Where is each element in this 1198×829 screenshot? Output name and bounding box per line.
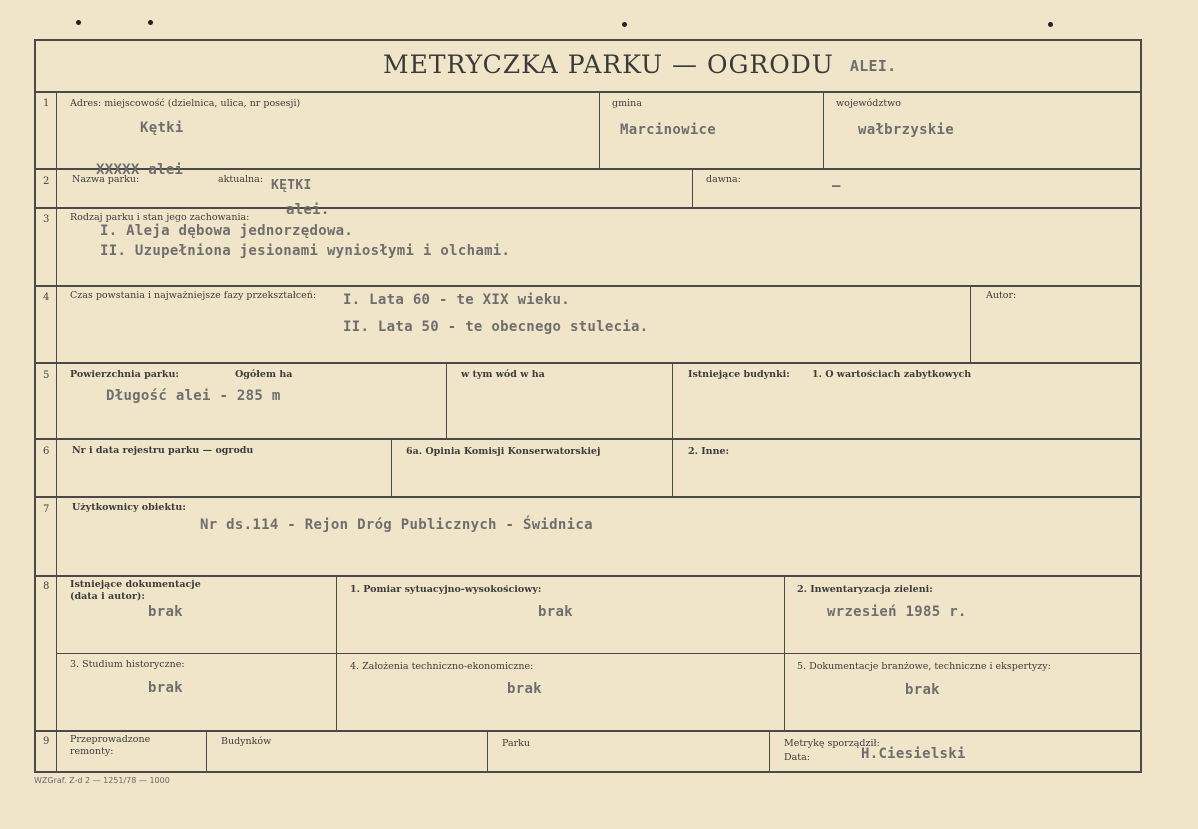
branch-value: brak	[905, 682, 940, 698]
date-label: Data:	[784, 752, 810, 763]
row-line	[56, 653, 1142, 654]
col-line	[446, 363, 447, 438]
voivodeship-value: wałbrzyskie	[858, 122, 955, 138]
row-line	[34, 362, 1142, 364]
docs-value: brak	[148, 604, 183, 620]
other-buildings-label: 2. Inne:	[688, 446, 730, 457]
punch-hole-dot	[1048, 22, 1053, 27]
inventory-label: 2. Inwentaryzacja zieleni:	[797, 584, 933, 595]
register-label: Nr i data rejestru parku — ogrodu	[72, 445, 254, 456]
row-line	[34, 730, 1142, 732]
gmina-label: gmina	[612, 98, 642, 109]
repairs-label-secondary: remonty:	[70, 746, 114, 757]
punch-hole-dot	[148, 20, 153, 25]
frame-right	[1140, 39, 1142, 773]
former-name-value: —	[832, 178, 841, 194]
type-overtype: alei.	[286, 202, 330, 218]
opinion-label: 6a. Opinia Komisji Konserwatorskiej	[406, 446, 601, 457]
author-label: Autor:	[986, 290, 1017, 301]
col-line	[599, 92, 600, 168]
tech-value: brak	[507, 681, 542, 697]
time-line-1: I. Lata 60 - te XIX wieku.	[343, 292, 570, 308]
row-number: 7	[43, 504, 50, 515]
col-line	[692, 169, 693, 207]
survey-value: brak	[538, 604, 573, 620]
row-number: 3	[43, 214, 50, 225]
col-line	[970, 286, 971, 362]
col-line	[672, 363, 673, 496]
row-number: 4	[43, 292, 50, 303]
users-value: Nr ds.114 - Rejon Dróg Publicznych - Świdnica	[200, 517, 593, 533]
title-overtype: ALEI.	[849, 57, 897, 75]
repairs-label: Przeprowadzone	[70, 734, 151, 745]
address-value: Kętki	[140, 120, 184, 136]
row-number: 8	[43, 581, 50, 592]
row-line	[34, 575, 1142, 577]
punch-hole-dot	[76, 20, 81, 25]
time-line-2: II. Lata 50 - te obecnego stulecia.	[343, 319, 649, 335]
frame-top	[34, 39, 1142, 41]
prepared-by-label: Metrykę sporządził:	[784, 738, 880, 749]
name-label: Nazwa parku:	[72, 174, 140, 185]
page-title: METRYCZKA PARKU — OGRODU ALEI.	[383, 50, 897, 79]
row-number: 6	[43, 446, 50, 457]
row-line	[34, 91, 1142, 93]
print-footer: WZGraf. Z-d 2 — 1251/78 — 1000	[34, 776, 170, 785]
study-label: 3. Studium historyczne:	[70, 659, 185, 670]
branch-label: 5. Dokumentacje branżowe, techniczne i ekspertyzy:	[797, 661, 1051, 672]
time-label: Czas powstania i najważniejsze fazy przekształceń:	[70, 290, 317, 301]
col-line	[784, 576, 785, 730]
row-number: 5	[43, 370, 50, 381]
row-line	[34, 496, 1142, 498]
punch-hole-dot	[622, 22, 627, 27]
col-line	[336, 576, 337, 730]
type-label: Rodzaj parku i stan jego zachowania:	[70, 212, 250, 223]
frame-left	[34, 39, 36, 773]
area-total-label: Ogółem ha	[235, 369, 293, 380]
inventory-value: wrzesień 1985 r.	[827, 604, 967, 620]
repairs-buildings-label: Budynków	[221, 736, 272, 747]
row-number: 1	[43, 98, 50, 109]
address-label: Adres: miejscowość (dzielnica, ulica, nr posesji)	[70, 98, 301, 109]
voivodeship-label: województwo	[836, 98, 902, 109]
row-number: 9	[43, 736, 50, 747]
repairs-park-label: Parku	[502, 738, 531, 749]
current-name-value: KĘTKI	[271, 178, 312, 193]
col-line	[391, 439, 392, 496]
name-overtype: XXXXX alei	[96, 162, 184, 178]
row-line	[34, 285, 1142, 287]
study-value: brak	[148, 680, 183, 696]
tech-label: 4. Założenia techniczno-ekonomiczne:	[350, 661, 534, 672]
number-column-line	[56, 92, 57, 772]
area-value: Długość alei - 285 m	[106, 388, 281, 404]
col-line	[769, 731, 770, 771]
type-line-1: I. Aleja dębowa jednorzędowa.	[100, 223, 354, 239]
row-number: 2	[43, 176, 50, 187]
gmina-value: Marcinowice	[620, 122, 717, 138]
col-line	[487, 731, 488, 771]
col-line	[206, 731, 207, 771]
row-line	[34, 438, 1142, 440]
docs-label: Istniejące dokumentacje	[70, 579, 201, 590]
buildings-label: Istniejące budynki:	[688, 369, 790, 380]
type-line-2: II. Uzupełniona jesionami wyniosłymi i olchami.	[100, 243, 511, 259]
area-label: Powierzchnia parku:	[70, 369, 179, 380]
current-name-label: aktualna:	[218, 174, 264, 185]
row-line	[34, 168, 1142, 170]
survey-label: 1. Pomiar sytuacyjno-wysokościowy:	[350, 584, 542, 595]
docs-label-secondary: (data i autor):	[70, 591, 145, 602]
row-line	[34, 207, 1142, 209]
buildings-historic-label: 1. O wartościach zabytkowych	[812, 369, 972, 380]
prepared-by-value: H.Ciesielski	[861, 746, 966, 762]
water-label: w tym wód w ha	[461, 369, 545, 380]
users-label: Użytkownicy obiektu:	[72, 502, 186, 513]
former-name-label: dawna:	[706, 174, 741, 185]
col-line	[823, 92, 824, 168]
frame-bottom	[34, 771, 1142, 773]
